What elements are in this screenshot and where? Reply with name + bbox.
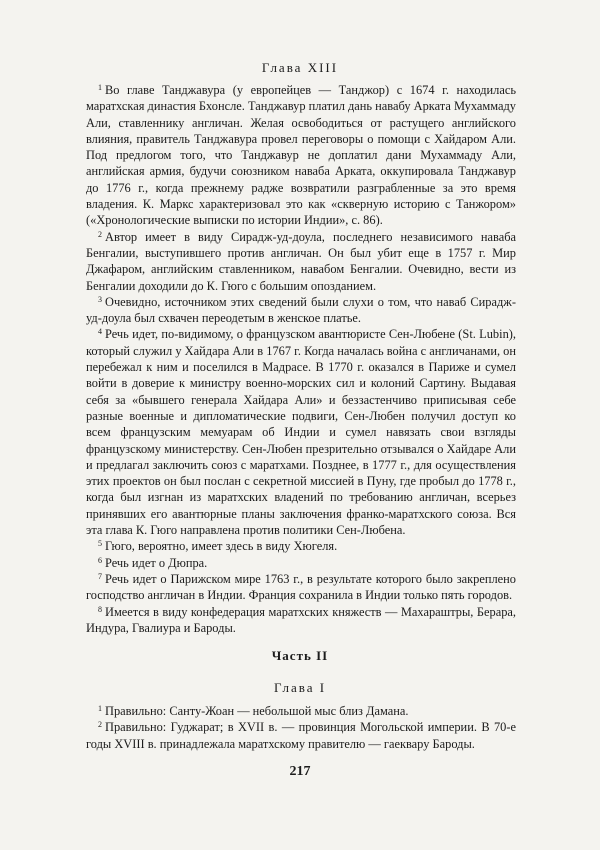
footnote-number: 5 — [98, 539, 102, 549]
chapter13-notes — [86, 82, 516, 636]
footnote-text: Имеется в виду конфедерация маратхских княжеств — Махараштры, Берара, Индура, Гвалиура и Бароды. — [86, 604, 516, 635]
footnote-3 — [86, 294, 516, 327]
footnote-8 — [86, 604, 516, 637]
footnote-text: Правильно: Санту-Жоан — небольшой мыс близ Дамана. — [105, 704, 409, 718]
footnote-6 — [86, 555, 516, 571]
footnote-number: 1 — [98, 83, 102, 92]
footnote-1 — [86, 82, 516, 229]
chapter-heading: Глава XIII — [261, 60, 339, 75]
footnote-text: Речь идет, по-видимому, о французском авантюристе Сен-Любене (St. Lubin), который служил у Хайдара Али в 1767 г. Когда началась война с англичанами, он перебежал к ним и поселился в Мадрасе. В 1770 г. оказался в Париже и сумел войти в доверие к министру военно-морских сил и колоний Сартину. Выдавая себя за «бывшего генерала Хайдара Али» и беззастенчиво приписывая себе разные военные и дипломатические подвиги, Сен-Любен получил доступ ко всем французским мемуарам об Индии и сумел навязать свои взгляды французскому министерству. Сен-Любен презрительно отзывался о Хайдаре Али и предлагал заключить союз с маратхами. Позднее, в 1777 г., для осуществления этих проектов он был послан с секретной миссией в Пуну, где пробыл до 1778 г., когда был изгнан из маратхских владений по требованию англичан, всерьез принявших его авантюрные планы заключения франко-маратхского союза. Вся эта глава К. Гюго направлена против политики Сен-Любена. — [86, 327, 516, 538]
footnote-2 — [86, 229, 516, 294]
footnote-text: Гюго, вероятно, имеет здесь в виду Хюгеля. — [105, 539, 338, 554]
footnote-text: Речь идет о Дюпра. — [105, 555, 208, 570]
footnote-number: 2 — [98, 720, 102, 730]
footnote-2 — [86, 719, 516, 752]
footnote-text: Во главе Танджавура (у европейцев — Танджор) с 1674 г. находилась маратхская династия Бхонсле. Танджавур платил дань навабу Арката Мухаммаду Али, ставленнику англичан. Желая освободиться от растущего английского влияния, правитель Танджавура провел переговоры о помощи с Хайдаром Али. Под предлогом того, что Танджавур не доплатил дани Мухаммаду Али, английская армия, будучи союзником наваба Арката, оккупировала Танджавур до 1776 г., когда прежнему радже возвратили разграбленные за это время владения. К. Маркс характеризовал это как «скверную историю с Танжором» («Хронологические выписки по истории Индии», с. 86). — [86, 83, 516, 228]
footnote-number: 8 — [98, 604, 102, 614]
footnote-7 — [86, 571, 516, 604]
footnote-1 — [86, 703, 516, 719]
footnote-text: Автор имеет в виду Сирадж-уд-доула, последнего независимого наваба Бенгалии, выступившего против англичан. Он был убит еще в 1757 г. Мир Джафаром, английским ставленником, навабом Бенгалии. Очевидно, вести из Бенгалии доходили до К. Гюго с большим опозданием. — [86, 229, 516, 293]
footnote-number: 1 — [98, 704, 102, 713]
footnote-number: 2 — [98, 229, 102, 239]
footnote-number: 7 — [98, 571, 102, 581]
footnote-text: Правильно: Гуджарат; в XVII в. — провинция Могольской империи. В 70-е годы XVIII в. принадлежала маратхскому правителю — гаеквару Бароды. — [86, 720, 516, 751]
footnote-text: Очевидно, источником этих сведений были слухи о том, что наваб Сирадж-уд-доула был схвачен переодетым в женское платье. — [86, 294, 516, 326]
footnote-number: 3 — [98, 294, 102, 304]
footnote-4 — [86, 326, 516, 538]
footnote-5 — [86, 538, 516, 554]
page-number: 217 — [289, 764, 311, 779]
part2-notes — [86, 703, 516, 752]
footnote-number: 4 — [98, 327, 102, 337]
footnote-text: Речь идет о Парижском мире 1763 г., в результате которого было закреплено господство англичан в Индии. Франция сохранила в Индии только пять городов. — [86, 571, 516, 603]
chapter-heading: Глава I — [273, 680, 327, 695]
part-heading: Часть II — [271, 648, 329, 663]
footnote-number: 6 — [98, 555, 102, 565]
